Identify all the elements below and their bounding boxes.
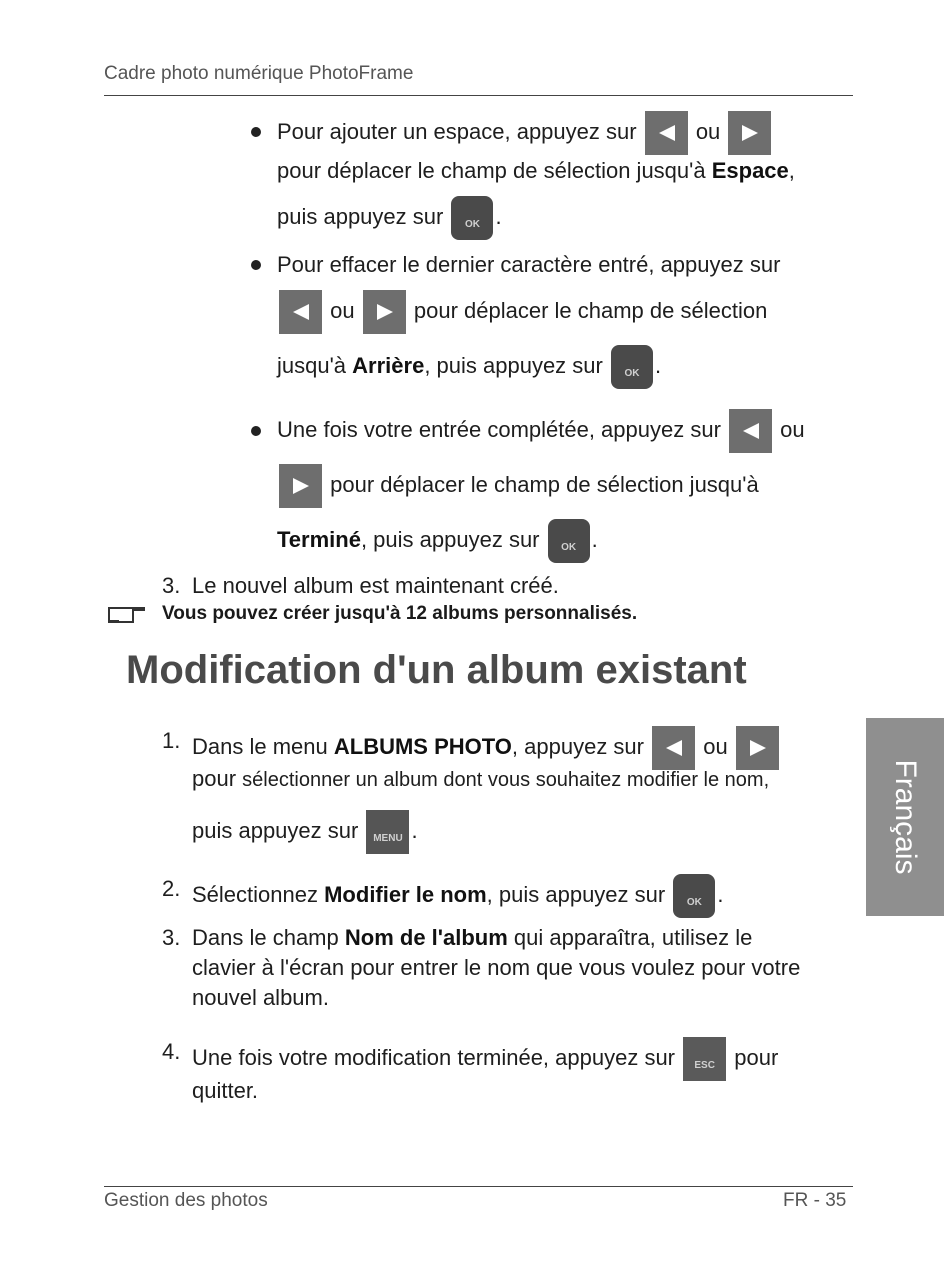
bullet-dot — [251, 127, 261, 137]
bullet-2-line-3: jusqu'à Arrière, puis appuyez sur OK . — [277, 345, 661, 389]
arrow-right-icon — [363, 290, 406, 334]
arrow-left-icon — [645, 111, 688, 155]
step-3-line-1: Dans le champ Nom de l'album qui apparaîtra, utilisez le — [192, 925, 753, 950]
ok-button-icon: OK — [673, 874, 715, 918]
bullet-dot — [251, 260, 261, 270]
arrow-left-icon — [729, 409, 772, 453]
arrow-right-icon — [279, 464, 322, 508]
bullet-dot — [251, 426, 261, 436]
step-3-line-3: nouvel album. — [192, 985, 329, 1010]
esc-button-icon: ESC — [683, 1037, 726, 1081]
bullet-3-line-1: Une fois votre entrée complétée, appuyez sur ou — [277, 409, 805, 453]
section-title: Modification d'un album existant — [126, 648, 747, 692]
language-label: Français — [889, 759, 922, 875]
page-number: FR - 35 — [783, 1190, 847, 1211]
footer-section: Gestion des photos — [104, 1190, 268, 1211]
bullet-3-line-3: Terminé, puis appuyez sur OK . — [277, 519, 598, 563]
ok-button-icon: OK — [611, 345, 653, 389]
arrow-left-icon — [279, 290, 322, 334]
header-title: Cadre photo numérique PhotoFrame — [104, 63, 414, 84]
step-1-line-1: Dans le menu ALBUMS PHOTO, appuyez sur ou — [192, 726, 781, 770]
note-icon — [108, 606, 146, 624]
step-number: 3. — [162, 925, 181, 950]
step-3-text: Le nouvel album est maintenant créé. — [192, 573, 559, 598]
bullet-1-line-2: pour déplacer le champ de sélection jusqu'à Espace, — [277, 158, 795, 183]
step-4-line-1: Une fois votre modification terminée, appuyez sur ESC pour — [192, 1037, 778, 1081]
step-number: 3. — [162, 573, 181, 598]
step-1-line-3: puis appuyez sur MENU . — [192, 810, 418, 854]
language-side-tab — [866, 718, 944, 916]
step-number: 1. — [162, 728, 181, 753]
bullet-2-line-1: Pour effacer le dernier caractère entré, appuyez sur — [277, 252, 781, 277]
ok-button-icon: OK — [451, 196, 493, 240]
bullet-1-line-3: puis appuyez sur OK . — [277, 196, 502, 240]
step-number: 4. — [162, 1039, 181, 1064]
arrow-right-icon — [728, 111, 771, 155]
bullet-2-line-2: ou pour déplacer le champ de sélection — [277, 290, 767, 334]
step-number: 2. — [162, 876, 181, 901]
ok-button-icon: OK — [548, 519, 590, 563]
note-text: Vous pouvez créer jusqu'à 12 albums personnalisés. — [162, 603, 638, 624]
menu-button-icon: MENU — [366, 810, 409, 854]
footer-rule — [104, 1186, 853, 1187]
header-rule — [104, 95, 853, 96]
step-3-line-2: clavier à l'écran pour entrer le nom que vous voulez pour votre — [192, 955, 801, 980]
step-1-line-2: pour sélectionner un album dont vous souhaitez modifier le nom, — [192, 766, 770, 791]
bullet-3-line-2: pour déplacer le champ de sélection jusqu'à — [277, 464, 759, 508]
step-2-line-1: Sélectionnez Modifier le nom, puis appuyez sur OK . — [192, 874, 723, 918]
step-4-line-2: quitter. — [192, 1078, 259, 1103]
bullet-1-line-1: Pour ajouter un espace, appuyez sur ou — [277, 111, 773, 155]
